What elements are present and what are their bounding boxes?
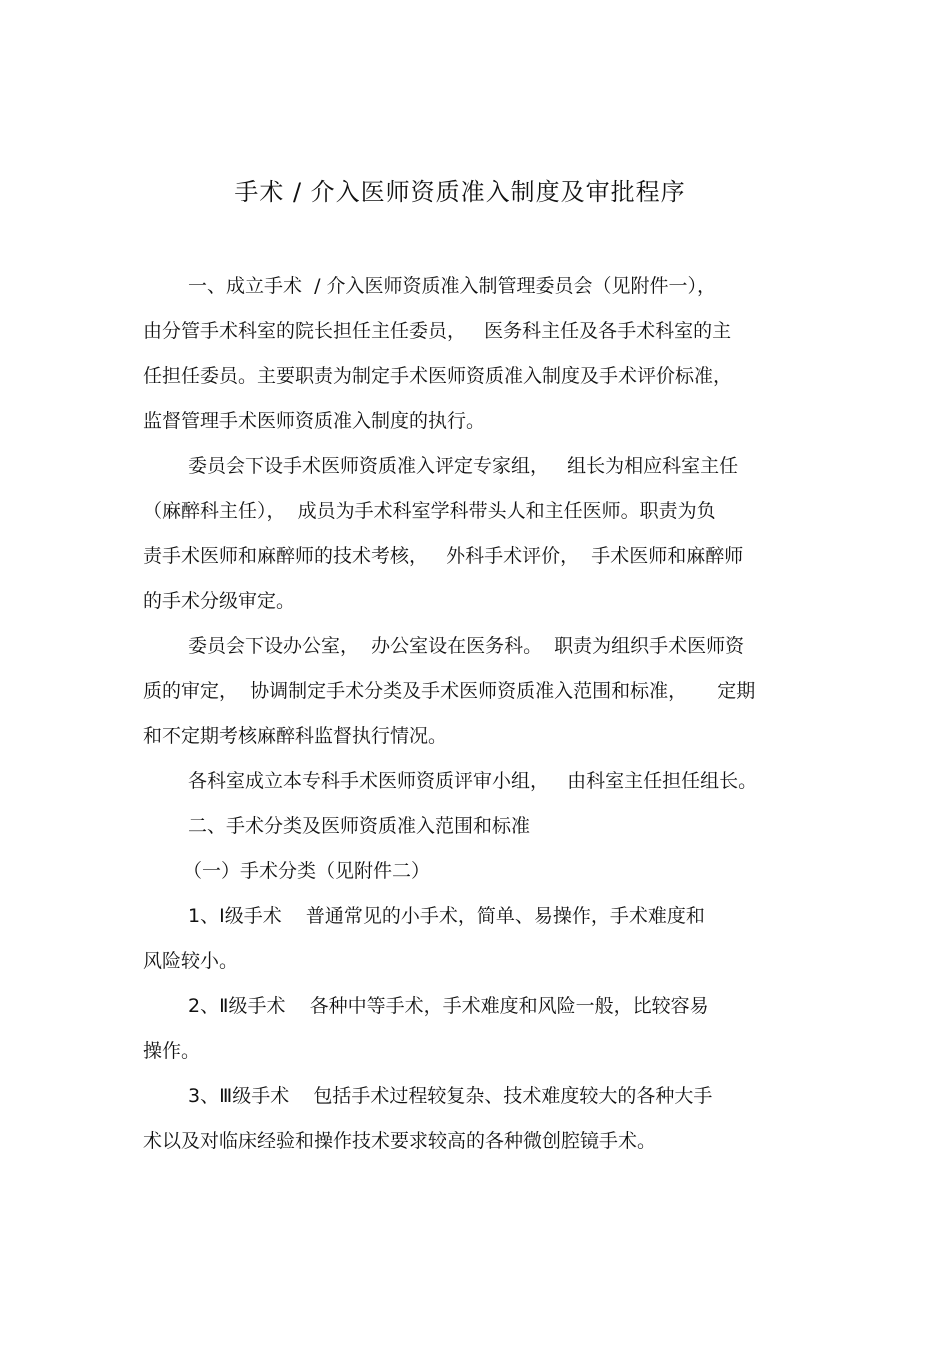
paragraph-line: 质的审定， 协调制定手术分类及手术医师资质准入范围和标准， 定期 (143, 680, 756, 702)
list-item: 3、Ⅲ级手术 包括手术过程较复杂、技术难度较大的各种大手 (188, 1085, 713, 1107)
paragraph-line: 的手术分级审定。 (143, 590, 296, 612)
paragraph-line: 由分管手术科室的院长担任主任委员， 医务科主任及各手术科室的主 (143, 320, 732, 342)
document-body (143, 270, 813, 1170)
list-item: 1、Ⅰ级手术 普通常见的小手术，简单、易操作，手术难度和 (188, 905, 705, 927)
list-item-continuation: 操作。 (143, 1040, 201, 1062)
paragraph-line: 和不定期考核麻醉科监督执行情况。 (143, 725, 448, 747)
paragraph-line: 责手术医师和麻醉师的技术考核， 外科手术评价， 手术医师和麻醉师 (143, 545, 744, 567)
document-title: 手术 / 介入医师资质准入制度及审批程序 (234, 178, 686, 206)
section-heading: 二、手术分类及医师资质准入范围和标准 (188, 815, 531, 837)
paragraph-line: 委员会下设办公室， 办公室设在医务科。 职责为组织手术医师资 (188, 635, 745, 657)
list-item: 2、Ⅱ级手术 各种中等手术，手术难度和风险一般，比较容易 (188, 995, 709, 1017)
paragraph-line: 各科室成立本专科手术医师资质评审小组， 由科室主任担任组长。 (188, 770, 758, 792)
list-item-continuation: 术以及对临床经验和操作技术要求较高的各种微创腔镜手术。 (143, 1130, 657, 1152)
subsection-heading: （一）手术分类（见附件二） (183, 860, 431, 882)
paragraph-line: （麻醉科主任）， 成员为手术科室学科带头人和主任医师。职责为负 (143, 500, 716, 522)
paragraph-line: 监督管理手术医师资质准入制度的执行。 (143, 410, 486, 432)
paragraph-line: 委员会下设手术医师资质准入评定专家组， 组长为相应科室主任 (188, 455, 739, 477)
list-item-continuation: 风险较小。 (143, 950, 239, 972)
paragraph-line: 任担任委员。主要职责为制定手术医师资质准入制度及手术评价标准， (143, 365, 733, 387)
paragraph-line: 一、成立手术 / 介入医师资质准入制管理委员会（见附件一）， (188, 275, 717, 297)
